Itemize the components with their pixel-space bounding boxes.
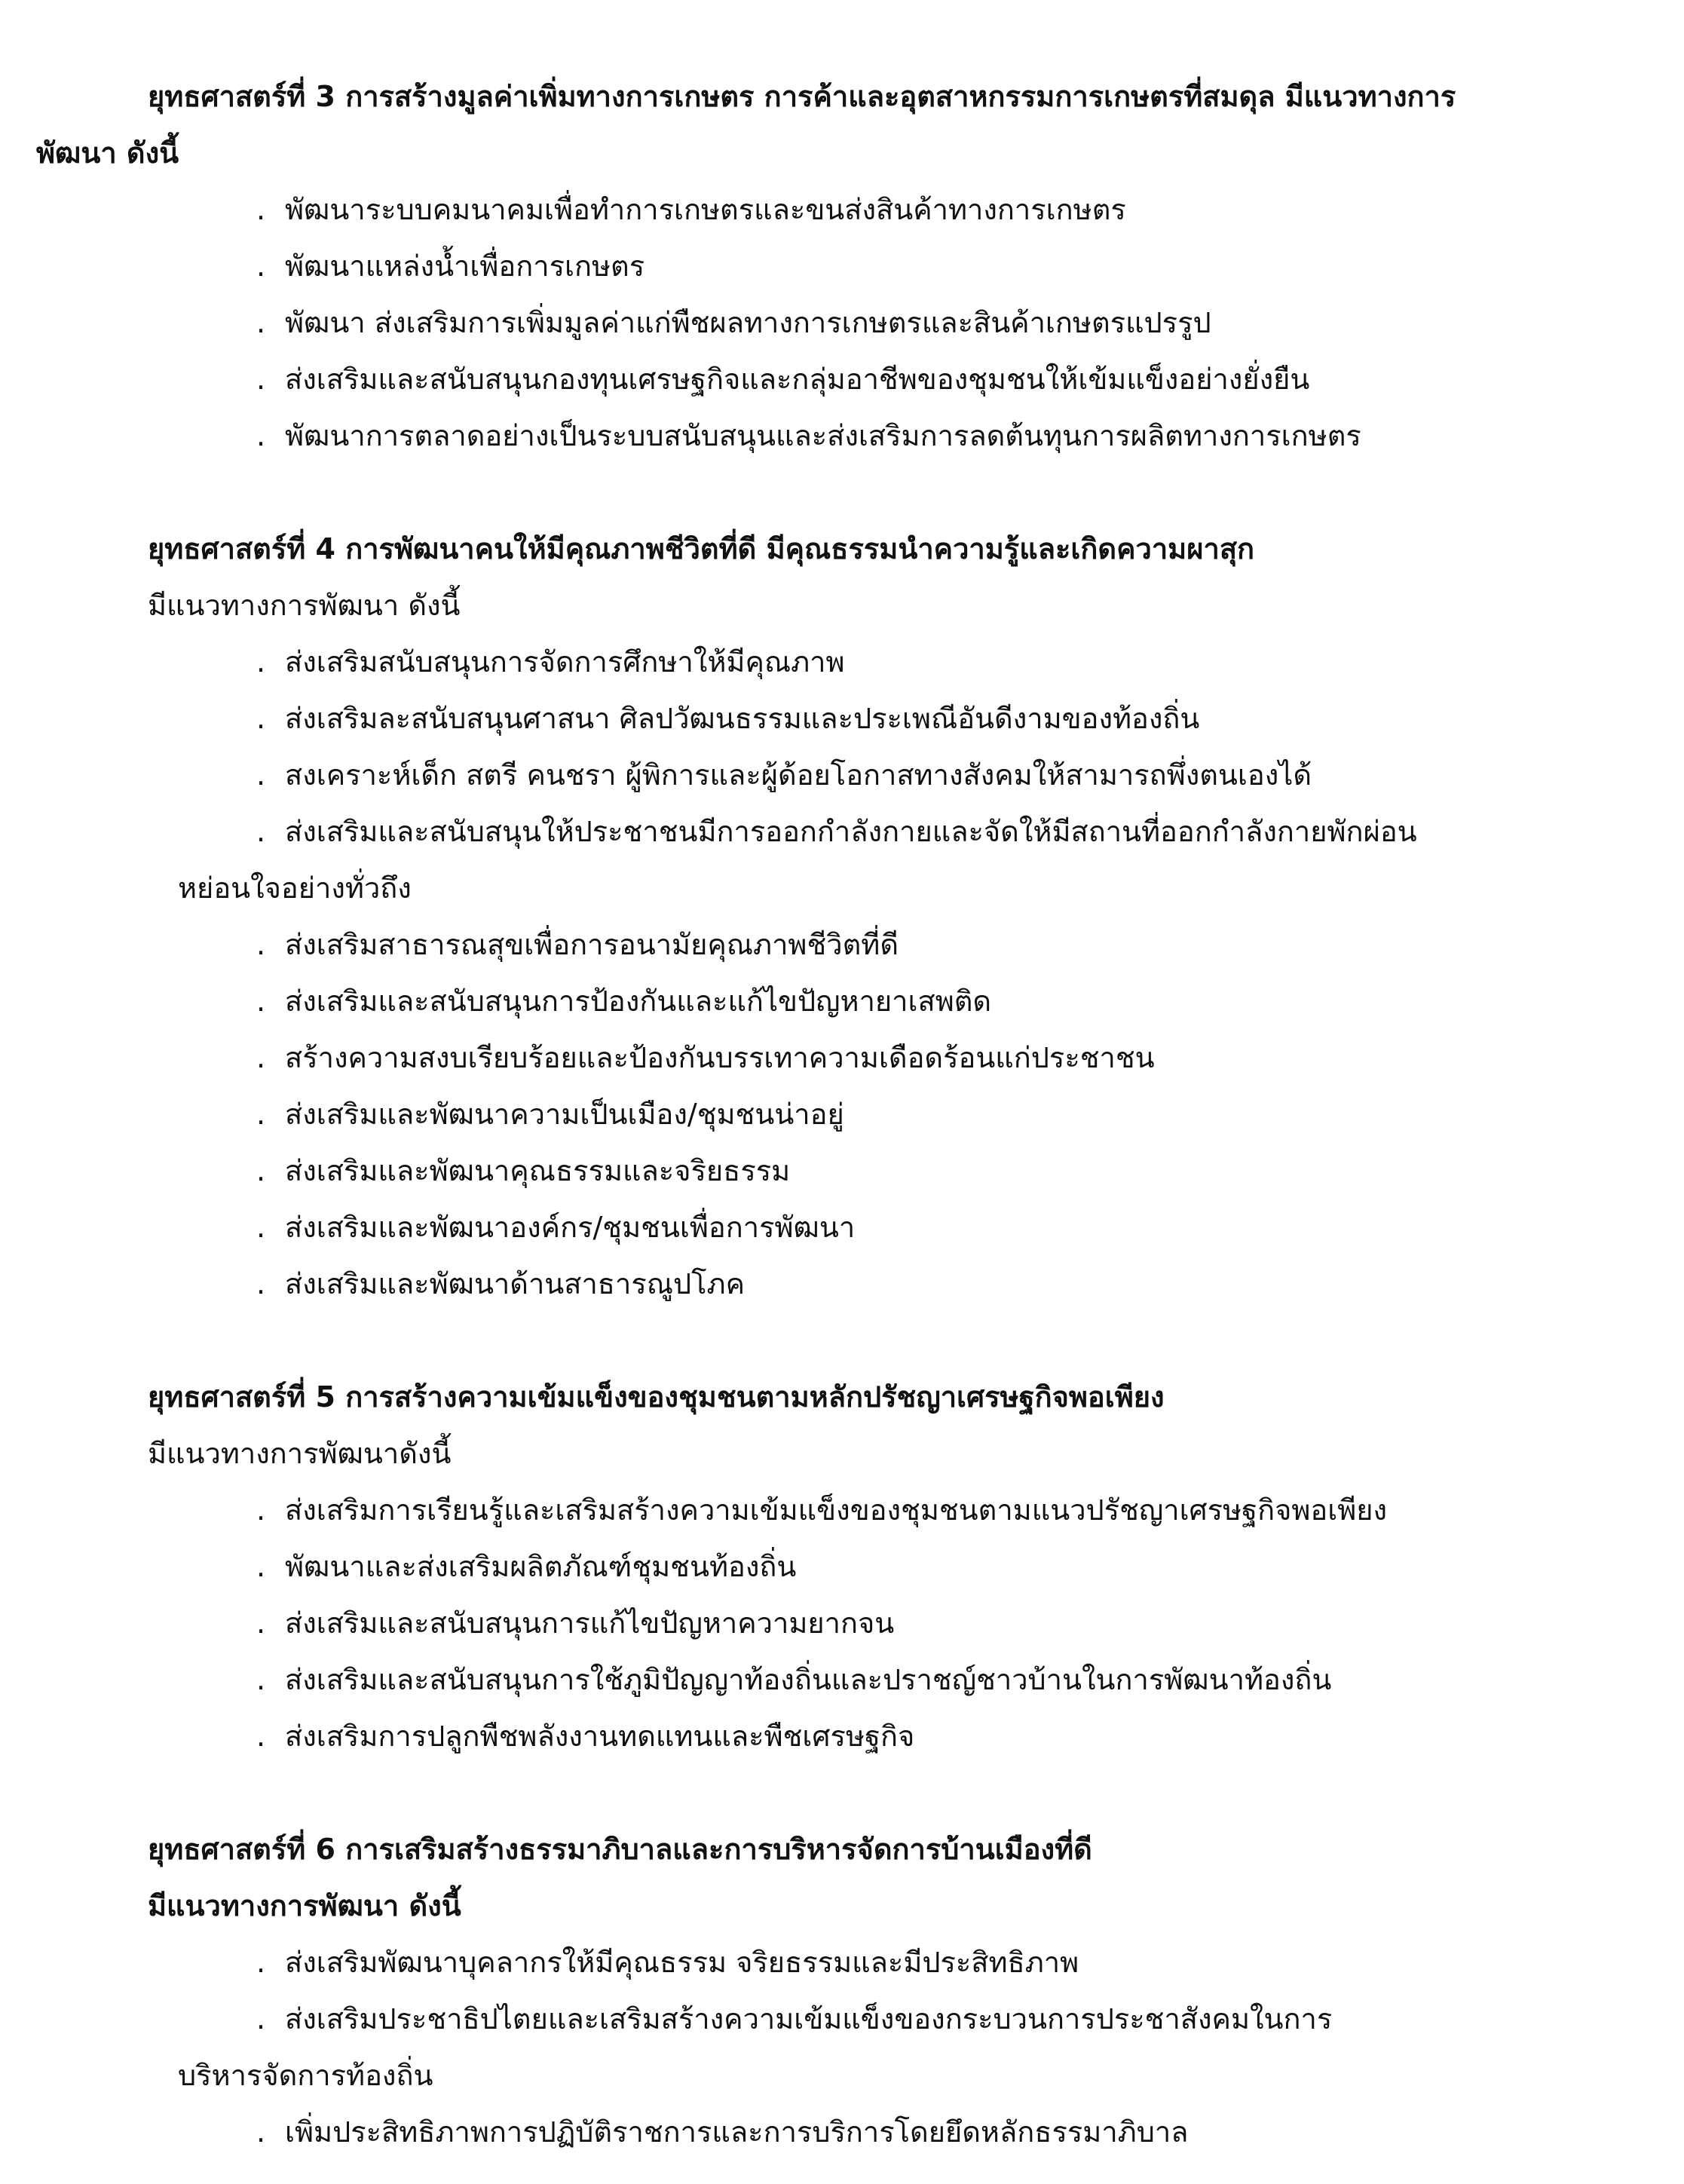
s4-item-10	[256, 1208, 855, 1246]
bullet-marker: .	[256, 985, 266, 1018]
s4-item-11	[256, 1265, 745, 1303]
bullet-marker: .	[256, 250, 266, 283]
s3-item-5-text: พัฒนาการตลาดอย่างเป็นระบบสนับสนุนและส่งเสริมการลดต้นทุนการผลิตทางการเกษตร	[285, 419, 1361, 452]
bullet-marker: .	[256, 1041, 266, 1074]
s4-item-7-text: สร้างความสงบเรียบร้อยและป้องกันบรรเทาความเดือดร้อนแก่ประชาชน	[285, 1041, 1155, 1074]
s4-item-3-text: สงเคราะห์เด็ก สตรี คนชรา ผู้พิการและผู้ด้อยโอกาสทางสังคมให้สามารถพึ่งตนเองได้	[285, 758, 1312, 792]
s4-item-9-text: ส่งเสริมและพัฒนาคุณธรรมและจริยธรรม	[285, 1154, 791, 1187]
s5-item-3-text: ส่งเสริมและสนับสนุนการแก้ไขปัญหาความยากจน	[285, 1607, 895, 1640]
s4-item-4-text: ส่งเสริมและสนับสนุนให้ประชาชนมีการออกกำลังกายและจัดให้มีสถานที่ออกกำลังกายพักผ่อน	[285, 815, 1417, 848]
s6-heading-cont: มีแนวทางการพัฒนา ดังนี้	[148, 1889, 461, 1922]
s5-item-2-text: พัฒนาและส่งเสริมผลิตภัณฑ์ชุมชนท้องถิ่น	[285, 1550, 797, 1583]
bullet-marker: .	[256, 702, 266, 735]
s3-item-2-text: พัฒนาแหล่งน้ำเพื่อการเกษตร	[285, 250, 645, 283]
s4-heading-cont: มีแนวทางการพัฒนา ดังนี้	[148, 589, 461, 622]
s4-heading: ยุทธศาสตร์ที่ 4 การพัฒนาคนให้มีคุณภาพชีวิตที่ดี มีคุณธรรมนำความรู้และเกิดความผาสุก	[148, 532, 1255, 565]
s4-item-8-text: ส่งเสริมและพัฒนาความเป็นเมือง/ชุมชนน่าอยู่	[285, 1098, 844, 1131]
s4-item-1	[256, 643, 845, 681]
bullet-marker: .	[256, 306, 266, 339]
s4-item-7	[256, 1039, 1155, 1077]
s4-item-2	[256, 700, 1199, 737]
s3-item-1	[256, 191, 1126, 228]
s3-item-4-text: ส่งเสริมและสนับสนุนกองทุนเศรษฐกิจและกลุ่มอาชีพของชุมชนให้เข้มแข็งอย่างยั่งยืน	[285, 363, 1310, 396]
s4-item-6	[256, 982, 991, 1020]
s4-item-5-text: ส่งเสริมสาธารณสุขเพื่อการอนามัยคุณภาพชีวิตที่ดี	[285, 928, 899, 961]
s4-item-1-text: ส่งเสริมสนับสนุนการจัดการศึกษาให้มีคุณภาพ	[285, 645, 845, 678]
bullet-marker: .	[256, 193, 266, 226]
bullet-marker: .	[256, 1211, 266, 1244]
bullet-marker: .	[256, 1267, 266, 1300]
s3-heading: ยุทธศาสตร์ที่ 3 การสร้างมูลค่าเพิ่มทางการเกษตร การค้าและอุตสาหกรรมการเกษตรที่สมดุล มีแนวทางการ	[148, 80, 1456, 113]
s6-item-1-text: ส่งเสริมพัฒนาบุคลากรให้มีคุณธรรม จริยธรรมและมีประสิทธิภาพ	[285, 1946, 1079, 1979]
s6-item-2	[256, 2000, 1332, 2038]
bullet-marker: .	[256, 1607, 266, 1640]
s4-item-3	[256, 756, 1312, 794]
bullet-marker: .	[256, 419, 266, 452]
s5-item-5-text: ส่งเสริมการปลูกพืชพลังงานทดแทนและพืชเศรษฐกิจ	[285, 1720, 915, 1753]
bullet-marker: .	[256, 645, 266, 678]
s5-item-4	[256, 1661, 1331, 1698]
s4-item-8	[256, 1095, 844, 1133]
bullet-marker: .	[256, 2002, 266, 2035]
s3-heading-cont: พัฒนา ดังนี้	[36, 136, 179, 170]
s4-item-4	[256, 813, 1417, 850]
s5-item-2	[256, 1548, 796, 1585]
bullet-marker: .	[256, 2115, 266, 2149]
s4-item-11-text: ส่งเสริมและพัฒนาด้านสาธารณูปโภค	[285, 1267, 745, 1300]
bullet-marker: .	[256, 363, 266, 396]
bullet-marker: .	[256, 1154, 266, 1187]
s4-item-10-text: ส่งเสริมและพัฒนาองค์กร/ชุมชนเพื่อการพัฒนา	[285, 1211, 856, 1244]
bullet-marker: .	[256, 1550, 266, 1583]
s5-heading-cont: มีแนวทางการพัฒนาดังนี้	[148, 1437, 452, 1470]
bullet-marker: .	[256, 928, 266, 961]
s3-item-1-text: พัฒนาระบบคมนาคมเพื่อทำการเกษตรและขนส่งสินค้าทางการเกษตร	[285, 193, 1126, 226]
bullet-marker: .	[256, 1493, 266, 1527]
bullet-marker: .	[256, 1663, 266, 1696]
s4-item-2-text: ส่งเสริมละสนับสนุนศาสนา ศิลปวัฒนธรรมและประเพณีอันดีงามของท้องถิ่น	[285, 702, 1200, 735]
s5-item-1-text: ส่งเสริมการเรียนรู้และเสริมสร้างความเข้มแข็งของชุมชนตามแนวปรัชญาเศรษฐกิจพอเพียง	[285, 1493, 1388, 1527]
s6-heading: ยุทธศาสตร์ที่ 6 การเสริมสร้างธรรมาภิบาลและการบริหารจัดการบ้านเมืองที่ดี	[148, 1833, 1092, 1866]
s5-heading: ยุทธศาสตร์ที่ 5 การสร้างความเข้มแข็งของชุมชนตามหลักปรัชญาเศรษฐกิจพอเพียง	[148, 1380, 1165, 1414]
bullet-marker: .	[256, 1098, 266, 1131]
bullet-marker: .	[256, 1946, 266, 1979]
s4-item-9	[256, 1152, 790, 1190]
s6-item-1	[256, 1944, 1079, 1981]
s6-item-2-text: ส่งเสริมประชาธิปไตยและเสริมสร้างความเข้มแข็งของกระบวนการประชาสังคมในการ	[285, 2002, 1333, 2035]
s5-item-1	[256, 1491, 1387, 1529]
s6-item-3-text: เพิ่มประสิทธิภาพการปฏิบัติราชการและการบริการโดยยึดหลักธรรมาภิบาล	[285, 2115, 1189, 2149]
s4-item-5	[256, 926, 899, 963]
bullet-marker: .	[256, 758, 266, 792]
s5-item-3	[256, 1604, 894, 1642]
s5-item-5	[256, 1717, 914, 1755]
s5-item-4-text: ส่งเสริมและสนับสนุนการใช้ภูมิปัญญาท้องถิ่นและปราชญ์ชาวบ้านในการพัฒนาท้องถิ่น	[285, 1663, 1332, 1696]
bullet-marker: .	[256, 815, 266, 848]
s3-item-3-text: พัฒนา ส่งเสริมการเพิ่มมูลค่าแก่พืชผลทางการเกษตรและสินค้าเกษตรแปรรูป	[285, 306, 1211, 339]
s3-item-2	[256, 247, 645, 285]
s4-item-4-cont: หย่อนใจอย่างทั่วถึง	[178, 871, 412, 905]
s4-item-6-text: ส่งเสริมและสนับสนุนการป้องกันและแก้ไขปัญหายาเสพติด	[285, 985, 992, 1018]
s3-item-4	[256, 360, 1309, 398]
s6-item-2-cont: บริหารจัดการท้องถิ่น	[178, 2059, 433, 2092]
s3-item-3	[256, 304, 1211, 342]
s6-item-3	[256, 2113, 1188, 2151]
bullet-marker: .	[256, 1720, 266, 1753]
s3-item-5	[256, 417, 1361, 455]
